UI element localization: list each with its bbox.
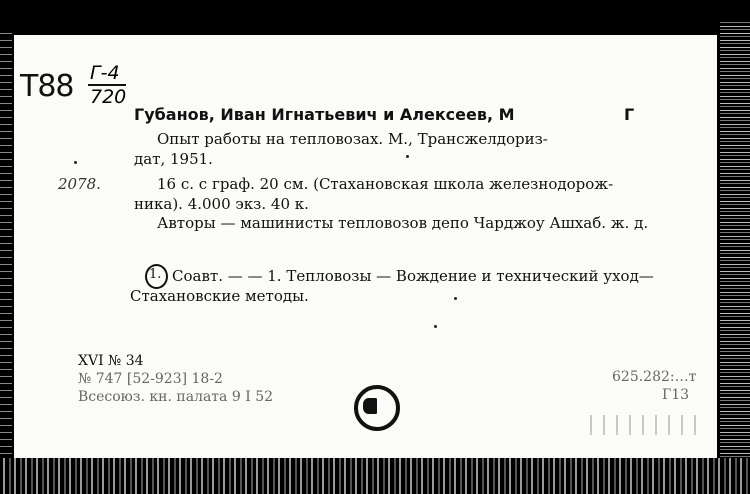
scan-edge-left — [0, 30, 12, 470]
call-number-numerator: Г-4 — [88, 63, 126, 86]
author-initial: Г — [624, 105, 635, 124]
tracing-line-1: Соавт. — — 1. Тепловозы — Вождение и технический уход— — [172, 267, 654, 285]
call-number-denominator: 720 — [90, 86, 127, 108]
description-line-3: Авторы — машинисты тепловозов депо Чарджоу Ашхаб. ж. д. — [157, 214, 649, 232]
call-number-main: Т88 — [20, 69, 74, 104]
speck — [454, 297, 457, 300]
library-stamp — [354, 385, 400, 431]
scan-edge-right — [720, 20, 750, 480]
description-line-2: ника). 4.000 экз. 40 к. — [134, 195, 309, 213]
classification-line-1: 625.282:…т — [612, 369, 697, 385]
tracing-number: 1. — [149, 267, 162, 282]
scan-edge-bottom — [0, 458, 750, 494]
call-number-fraction — [88, 63, 126, 108]
handwritten-note: 2078. — [58, 175, 101, 193]
description-line-1: 16 с. с граф. 20 см. (Стахановская школа железнодорож- — [157, 175, 614, 193]
tracing-line-2: Стахановские методы. — [130, 287, 309, 305]
footer-line-2: № 747 [52-923] 18-2 — [78, 371, 223, 387]
speck — [74, 161, 77, 164]
author-heading: Губанов, Иван Игнатьевич и Алексеев, М — [134, 105, 515, 124]
scan-smudge — [584, 415, 704, 435]
speck — [406, 155, 409, 158]
footer-line-3: Всесоюз. кн. палата 9 I 52 — [78, 389, 274, 405]
title-line-2: дат, 1951. — [134, 150, 213, 168]
classification-line-2: Г13 — [662, 387, 690, 403]
footer-line-1: XVI № 34 — [78, 353, 144, 369]
catalog-card — [14, 35, 717, 458]
speck — [434, 325, 437, 328]
title-line-1: Опыт работы на тепловозах. М., Трансжелдориз- — [157, 130, 548, 148]
